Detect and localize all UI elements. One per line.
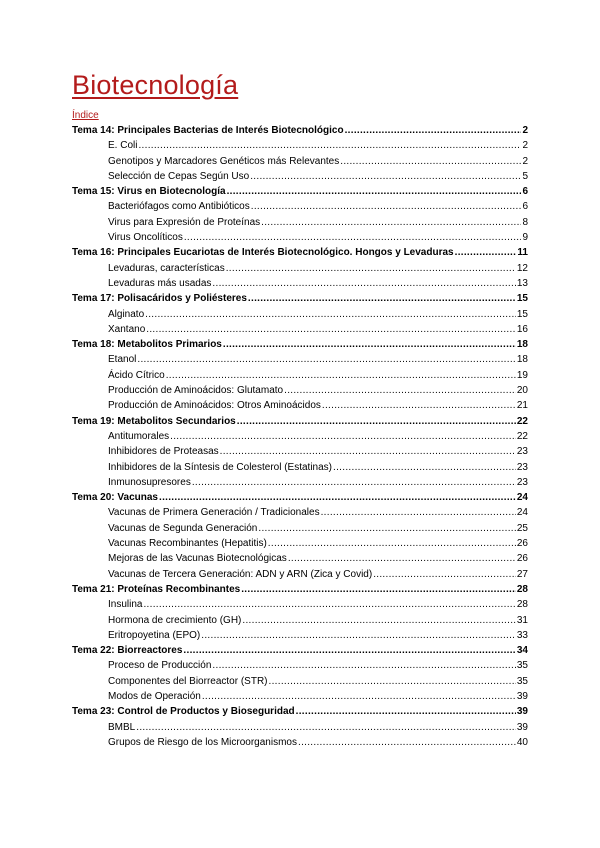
toc-chapter-entry[interactable] — [72, 125, 528, 140]
toc-dot-leader — [137, 354, 516, 365]
toc-page-number: 16 — [516, 323, 528, 335]
toc-dot-leader — [183, 645, 515, 656]
toc-section-entry[interactable] — [72, 171, 528, 186]
toc-page-number: 5 — [522, 170, 528, 182]
toc-chapter-entry[interactable] — [72, 492, 528, 507]
toc-entry-label: Virus Oncolíticos — [108, 232, 183, 244]
toc-section-entry[interactable] — [72, 630, 528, 645]
toc-page-number: 23 — [516, 476, 528, 488]
toc-dot-leader — [258, 523, 516, 534]
document-title: Biotecnología — [72, 70, 239, 100]
toc-dot-leader — [201, 630, 516, 641]
toc-chapter-entry[interactable] — [72, 416, 528, 431]
toc-section-entry[interactable] — [72, 140, 528, 155]
toc-page-number: 8 — [522, 216, 528, 228]
toc-page-number: 9 — [522, 232, 528, 244]
toc-dot-leader — [288, 553, 516, 564]
toc-page-number: 33 — [516, 629, 528, 641]
toc-section-entry[interactable] — [72, 217, 528, 232]
toc-entry-label: Vacunas de Tercera Generación: ADN y ARN (Zica y Covid) — [108, 568, 373, 580]
toc-page-number: 39 — [516, 706, 528, 718]
toc-dot-leader — [220, 446, 516, 457]
toc-section-entry[interactable] — [72, 660, 528, 675]
toc-page-number: 28 — [516, 583, 528, 595]
toc-page-number: 22 — [516, 415, 528, 427]
toc-dot-leader — [146, 324, 516, 335]
toc-dot-leader — [138, 140, 521, 151]
toc-page-number: 26 — [516, 538, 528, 550]
toc-dot-leader — [170, 431, 516, 442]
toc-section-entry[interactable] — [72, 477, 528, 492]
toc-section-entry[interactable] — [72, 507, 528, 522]
toc-section-entry[interactable] — [72, 615, 528, 630]
toc-section-entry[interactable] — [72, 676, 528, 691]
toc-entry-label: Ácido Cítrico — [108, 369, 165, 381]
toc-section-entry[interactable] — [72, 462, 528, 477]
toc-dot-leader — [227, 186, 522, 197]
toc-entry-label: Levaduras, características — [108, 262, 225, 274]
toc-page-number: 21 — [516, 400, 528, 412]
toc-entry-label: Tema 21: Proteínas Recombinantes — [72, 583, 241, 595]
toc-section-entry[interactable] — [72, 599, 528, 614]
toc-page-number: 25 — [516, 522, 528, 534]
toc-page-number: 2 — [522, 140, 528, 152]
toc-page-number: 23 — [516, 446, 528, 458]
toc-entry-label: Tema 19: Metabolitos Secundarios — [72, 415, 236, 427]
toc-entry-label: Tema 23: Control de Productos y Bioseguridad — [72, 706, 295, 718]
toc-page-number: 39 — [516, 690, 528, 702]
toc-page-number: 15 — [516, 293, 528, 305]
toc-entry-label: Componentes del Biorreactor (STR) — [108, 675, 268, 687]
toc-entry-label: Mejoras de las Vacunas Biotecnológicas — [108, 553, 287, 565]
toc-entry-label: Tema 16: Principales Eucariotas de Interés Biotecnológico. Hongos y Levaduras — [72, 247, 454, 259]
toc-chapter-entry[interactable] — [72, 706, 528, 721]
toc-page-number: 26 — [516, 553, 528, 565]
toc-dot-leader — [241, 584, 516, 595]
toc-dot-leader — [242, 615, 516, 626]
toc-dot-leader — [223, 339, 516, 350]
toc-dot-leader — [212, 660, 515, 671]
toc-entry-label: Etanol — [108, 354, 137, 366]
toc-section-entry[interactable] — [72, 737, 528, 752]
toc-section-entry[interactable] — [72, 569, 528, 584]
toc-page-number: 6 — [522, 186, 528, 198]
toc-section-entry[interactable] — [72, 538, 528, 553]
toc-entry-label: Bacteriófagos como Antibióticos — [108, 201, 250, 213]
toc-dot-leader — [455, 247, 517, 258]
toc-section-entry[interactable] — [72, 722, 528, 737]
toc-page-number: 2 — [522, 155, 528, 167]
toc-section-entry[interactable] — [72, 309, 528, 324]
toc-page-number: 27 — [516, 568, 528, 580]
toc-page-number: 18 — [516, 339, 528, 351]
toc-dot-leader — [143, 599, 515, 610]
toc-entry-label: BMBL — [108, 721, 136, 733]
toc-dot-leader — [333, 462, 516, 473]
toc-page-number: 11 — [517, 247, 528, 259]
toc-section-entry[interactable] — [72, 553, 528, 568]
toc-entry-label: Inhibidores de Proteasas — [108, 446, 219, 458]
toc-section-entry[interactable] — [72, 263, 528, 278]
toc-dot-leader — [192, 477, 516, 488]
toc-entry-label: Tema 18: Metabolitos Primarios — [72, 339, 222, 351]
toc-dot-leader — [251, 201, 522, 212]
toc-page-number: 13 — [516, 277, 528, 289]
toc-entry-label: Tema 14: Principales Bacterias de Interés Biotecnológico — [72, 125, 344, 136]
toc-dot-leader — [202, 691, 516, 702]
toc-dot-leader — [212, 278, 515, 289]
toc-page-number: 35 — [516, 675, 528, 687]
toc-section-entry[interactable] — [72, 446, 528, 461]
toc-page-number: 35 — [516, 660, 528, 672]
toc-section-entry[interactable] — [72, 278, 528, 293]
toc-section-entry[interactable] — [72, 232, 528, 247]
toc-page-number: 6 — [522, 201, 528, 213]
toc-dot-leader — [184, 232, 522, 243]
toc-page-number: 18 — [516, 354, 528, 366]
toc-dot-leader — [159, 492, 516, 503]
table-of-contents — [72, 125, 528, 752]
toc-dot-leader — [261, 217, 521, 228]
toc-dot-leader — [296, 706, 516, 717]
toc-section-entry[interactable] — [72, 523, 528, 538]
toc-dot-leader — [322, 400, 516, 411]
toc-chapter-entry[interactable] — [72, 293, 528, 308]
toc-page-number: 22 — [516, 430, 528, 442]
toc-entry-label: Virus para Expresión de Proteínas — [108, 216, 261, 228]
toc-dot-leader — [268, 538, 516, 549]
toc-entry-label: Eritropoyetina (EPO) — [108, 629, 201, 641]
toc-entry-label: E. Coli — [108, 140, 138, 152]
toc-entry-label: Genotipos y Marcadores Genéticos más Relevantes — [108, 155, 340, 167]
toc-dot-leader — [248, 293, 516, 304]
toc-entry-label: Tema 20: Vacunas — [72, 492, 158, 504]
toc-page-number: 24 — [516, 507, 528, 519]
toc-section-entry[interactable] — [72, 691, 528, 706]
toc-dot-leader — [226, 263, 516, 274]
toc-dot-leader — [340, 156, 521, 167]
toc-dot-leader — [373, 569, 516, 580]
toc-dot-leader — [321, 507, 516, 518]
toc-entry-label: Vacunas Recombinantes (Hepatitis) — [108, 538, 267, 550]
toc-entry-label: Modos de Operación — [108, 690, 201, 702]
toc-dot-leader — [284, 385, 516, 396]
toc-dot-leader — [250, 171, 521, 182]
toc-page-number: 2 — [522, 125, 528, 136]
toc-entry-label: Tema 17: Polisacáridos y Poliésteres — [72, 293, 247, 305]
toc-chapter-entry[interactable] — [72, 645, 528, 660]
index-heading[interactable]: Índice — [72, 110, 99, 121]
toc-section-entry[interactable] — [72, 324, 528, 339]
toc-chapter-entry[interactable] — [72, 186, 528, 201]
toc-section-entry[interactable] — [72, 156, 528, 171]
toc-entry-label: Proceso de Producción — [108, 660, 212, 672]
toc-section-entry[interactable] — [72, 431, 528, 446]
toc-entry-label: Inmunosupresores — [108, 476, 191, 488]
toc-dot-leader — [136, 722, 516, 733]
toc-page-number: 23 — [516, 461, 528, 473]
toc-dot-leader — [166, 370, 516, 381]
toc-entry-label: Tema 22: Biorreactores — [72, 645, 183, 657]
toc-page-number: 15 — [516, 308, 528, 320]
toc-dot-leader — [298, 737, 516, 748]
toc-entry-label: Producción de Aminoácidos: Glutamato — [108, 385, 284, 397]
toc-page-number: 39 — [516, 721, 528, 733]
toc-dot-leader — [345, 125, 522, 136]
toc-page-number: 20 — [516, 385, 528, 397]
toc-dot-leader — [237, 416, 516, 427]
toc-page-number: 12 — [516, 262, 528, 274]
toc-entry-label: Alginato — [108, 308, 145, 320]
toc-entry-label: Inhibidores de la Síntesis de Colesterol (Estatinas) — [108, 461, 333, 473]
toc-entry-label: Tema 15: Virus en Biotecnología — [72, 186, 226, 198]
toc-entry-label: Insulina — [108, 599, 143, 611]
toc-entry-label: Hormona de crecimiento (GH) — [108, 614, 242, 626]
toc-page-number: 24 — [516, 492, 528, 504]
toc-page-number: 31 — [516, 614, 528, 626]
toc-dot-leader — [145, 309, 516, 320]
toc-chapter-entry[interactable] — [72, 247, 528, 262]
toc-section-entry[interactable] — [72, 201, 528, 216]
toc-dot-leader — [269, 676, 516, 687]
toc-section-entry[interactable] — [72, 400, 528, 415]
toc-chapter-entry[interactable] — [72, 339, 528, 354]
toc-page-number: 19 — [516, 369, 528, 381]
toc-section-entry[interactable] — [72, 354, 528, 369]
toc-page-number: 34 — [516, 645, 528, 657]
toc-section-entry[interactable] — [72, 385, 528, 400]
toc-entry-label: Xantano — [108, 323, 146, 335]
toc-page-number: 28 — [516, 599, 528, 611]
toc-section-entry[interactable] — [72, 370, 528, 385]
toc-entry-label: Vacunas de Primera Generación / Tradicionales — [108, 507, 320, 519]
toc-entry-label: Producción de Aminoácidos: Otros Aminoácidos — [108, 400, 321, 412]
toc-entry-label: Antitumorales — [108, 430, 170, 442]
toc-page-number: 40 — [516, 736, 528, 748]
toc-entry-label: Vacunas de Segunda Generación — [108, 522, 258, 534]
toc-entry-label: Selección de Cepas Según Uso — [108, 170, 250, 182]
toc-entry-label: Levaduras más usadas — [108, 277, 212, 289]
toc-chapter-entry[interactable] — [72, 584, 528, 599]
toc-entry-label: Grupos de Riesgo de los Microorganismos — [108, 736, 297, 748]
